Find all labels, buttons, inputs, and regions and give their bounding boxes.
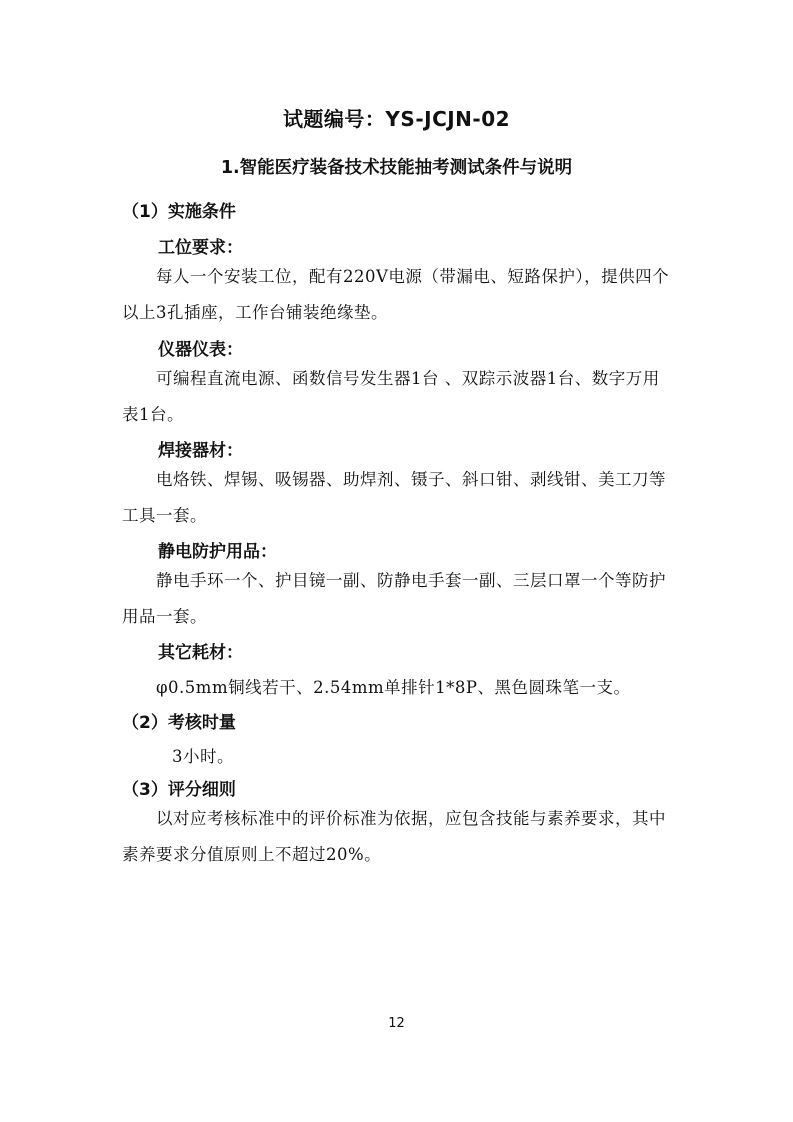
section-heading-conditions: （1）实施条件 <box>122 202 236 222</box>
item-text-consumables: φ0.5mm铜线若干、2.54mm单排针1*8P、黑色圆珠笔一支。 <box>156 678 631 697</box>
document-subtitle: 1.智能医疗装备技术技能抽考测试条件与说明 <box>220 158 573 178</box>
section-heading-scoring: （3）评分细则 <box>122 780 236 800</box>
page-number: 12 <box>388 1016 405 1031</box>
scoring-text: 以对应考核标准中的评价标准为依据，应包含技能与素养要求，其中素养要求分值原则上不超过20%。 <box>122 809 666 864</box>
item-text-esd-protection: 静电手环一个、护目镜一副、防静电手套一副、三层口罩一个等防护用品一套。 <box>122 571 666 626</box>
item-text-instruments: 可编程直流电源、函数信号发生器1台 、双踪示波器1台、数字万用表1台。 <box>122 369 660 424</box>
section-heading-duration: （2）考核时量 <box>122 713 236 733</box>
duration-text: 3小时。 <box>172 747 234 766</box>
item-label-instruments: 仪器仪表： <box>158 340 243 360</box>
item-label-welding: 焊接器材： <box>158 441 243 461</box>
item-label-esd-protection: 静电防护用品： <box>158 542 277 562</box>
item-label-workstation: 工位要求： <box>158 238 243 258</box>
item-label-consumables: 其它耗材： <box>158 643 243 663</box>
exam-id-title: 试题编号：YS-JCJN-02 <box>282 107 511 131</box>
item-text-workstation: 每人一个安装工位，配有220V电源（带漏电、短路保护），提供四个以上3孔插座，工作台铺装绝缘垫。 <box>122 267 670 322</box>
item-text-welding: 电烙铁、焊锡、吸锡器、助焊剂、镊子、斜口钳、剥线钳、美工刀等工具一套。 <box>122 470 666 525</box>
